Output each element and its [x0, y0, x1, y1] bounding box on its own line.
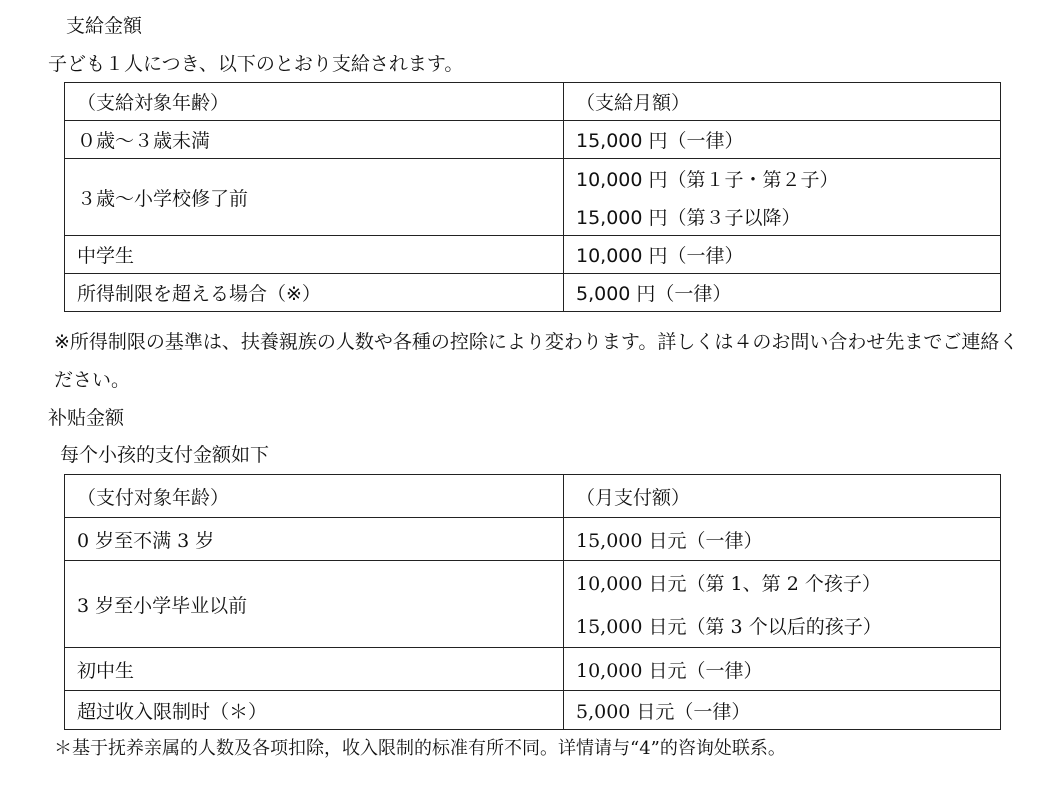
age-cell: 中学生: [65, 236, 564, 274]
table-row: [65, 518, 1001, 561]
jp-section-title: 支給金額: [66, 15, 143, 37]
amount-line: 10,000 円（第１子・第２子）: [576, 168, 839, 191]
amount-cell: 5,000 日元（一律）: [564, 691, 1001, 730]
table-row: [65, 648, 1001, 691]
amount-line: 10,000 日元（第 1、第 2 个孩子）: [576, 573, 881, 595]
amount-line: 15,000 日元（第 3 个以后的孩子）: [576, 616, 882, 638]
table-row: [65, 121, 1001, 159]
age-cell: 初中生: [65, 648, 564, 691]
cn-income-limit-note: ＊基于抚养亲属的人数及各项扣除，收入限制的标准有所不同。详情请与“4”的咨询处联系。: [54, 738, 786, 759]
table-header-row: [65, 83, 1001, 121]
age-cell: 所得制限を超える場合（※）: [65, 274, 564, 312]
amount-column-header: （月支付额）: [564, 475, 1001, 518]
amount-line: 15,000 円（第３子以降）: [576, 206, 801, 229]
cn-section-title: 补贴金额: [48, 407, 125, 429]
table-row: [65, 236, 1001, 274]
amount-cell: [564, 159, 1001, 236]
amount-column-header: （支給月額）: [564, 83, 1001, 121]
age-column-header: （支給対象年齢）: [65, 83, 564, 121]
table-row: [65, 274, 1001, 312]
amount-cell: [564, 561, 1001, 648]
amount-cell: 10,000 円（一律）: [564, 236, 1001, 274]
amount-cell: 5,000 円（一律）: [564, 274, 1001, 312]
table-row: [65, 561, 1001, 648]
cn-allowance-table: [64, 474, 1001, 730]
age-column-header: （支付对象年龄）: [65, 475, 564, 518]
table-header-row: [65, 475, 1001, 518]
table-row: [65, 159, 1001, 236]
jp-intro: 子ども１人につき、以下のとおり支給されます。: [48, 53, 464, 75]
age-cell: 0 岁至不满 3 岁: [65, 518, 564, 561]
age-cell: ０歳～３歳未満: [65, 121, 564, 159]
cn-intro: 每个小孩的支付金额如下: [60, 444, 270, 466]
amount-cell: 10,000 日元（一律）: [564, 648, 1001, 691]
amount-cell: 15,000 日元（一律）: [564, 518, 1001, 561]
jp-income-limit-note: ※所得制限の基準は、扶養親族の人数や各種の控除により変わります。詳しくは４のお問い合わせ先までご連絡ください。: [54, 331, 1019, 391]
age-cell: 3 岁至小学毕业以前: [65, 561, 564, 648]
age-cell: ３歳～小学校修了前: [65, 159, 564, 236]
amount-cell: 15,000 円（一律）: [564, 121, 1001, 159]
table-row: [65, 691, 1001, 730]
jp-allowance-table: [64, 82, 1001, 312]
age-cell: 超过收入限制时（＊）: [65, 691, 564, 730]
